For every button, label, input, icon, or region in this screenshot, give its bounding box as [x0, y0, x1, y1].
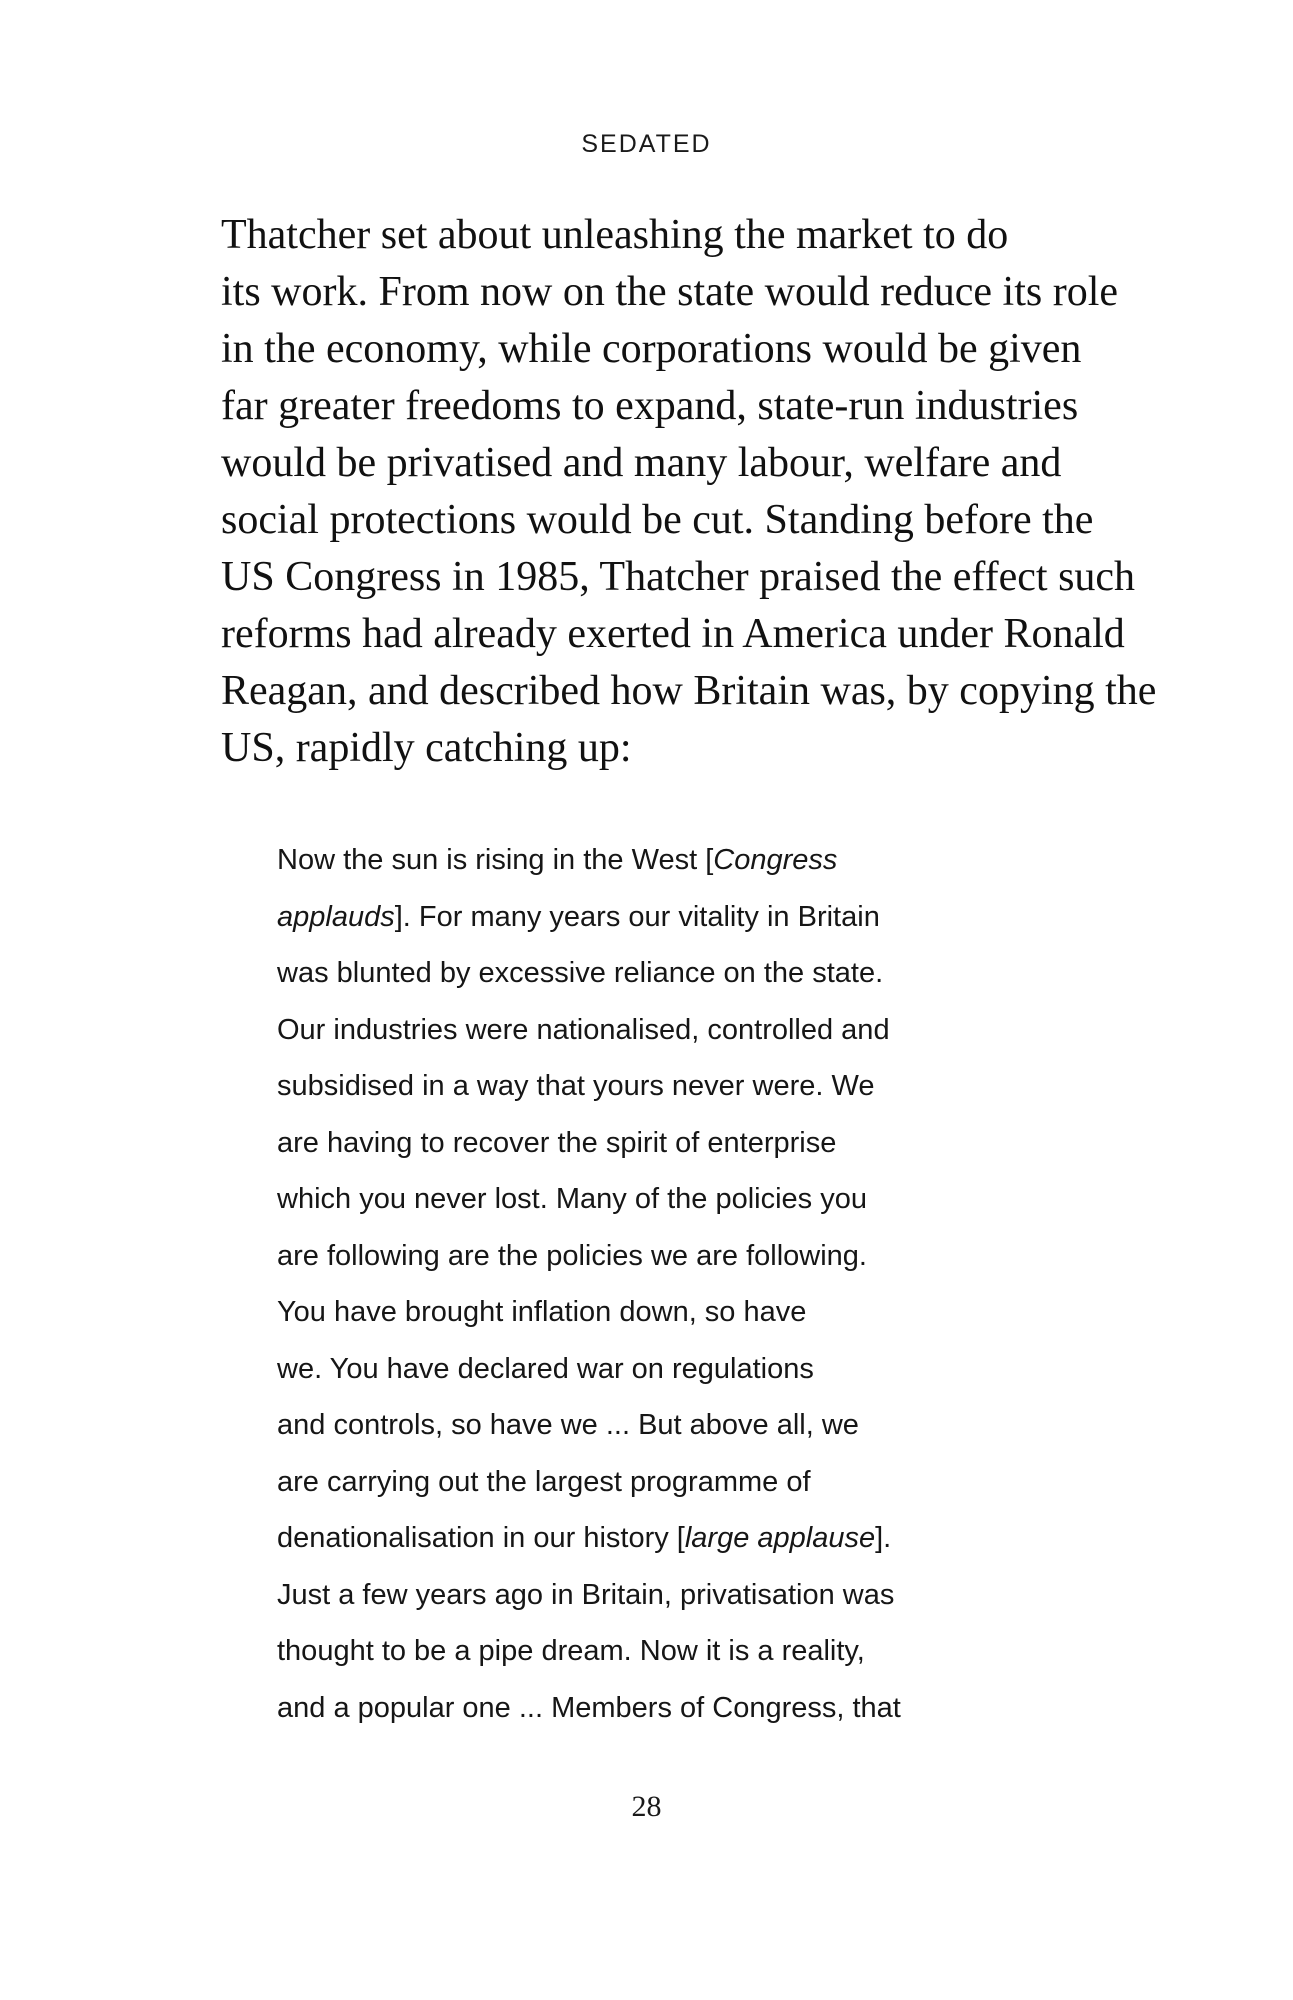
quote-text: ]. — [875, 1522, 892, 1554]
quote-line: are carrying out the largest programme of — [277, 1465, 811, 1498]
body-paragraph — [221, 207, 1157, 777]
quote-line — [277, 832, 1077, 889]
page-number: 28 — [631, 1790, 662, 1823]
quote-line: was blunted by excessive reliance on the state. — [277, 957, 884, 989]
body-line: social protections would be cut. Standing before the — [221, 497, 1094, 543]
quote-line: are having to recover the spirit of enterprise — [277, 1126, 837, 1159]
quote-line: You have brought inflation down, so have — [277, 1296, 807, 1328]
quote-line: and controls, so have we ... But above all, we — [277, 1409, 859, 1441]
body-line: in the economy, while corporations would be given — [221, 326, 1082, 372]
quote-italic: Congress — [713, 844, 838, 876]
quote-line — [277, 889, 1077, 946]
body-line: US Congress in 1985, Thatcher praised the effect such — [221, 554, 1136, 600]
body-line: US, rapidly catching up: — [221, 725, 632, 771]
body-line: reforms had already exerted in America under Ronald — [221, 611, 1125, 657]
quote-line — [277, 1510, 1077, 1567]
body-line: Reagan, and described how Britain was, by copying the — [221, 668, 1157, 714]
quote-italic: large applause — [684, 1522, 876, 1554]
quote-italic: applauds — [277, 900, 395, 933]
quote-line: thought to be a pipe dream. Now it is a reality, — [277, 1635, 865, 1667]
body-line: its work. From now on the state would reduce its role — [221, 269, 1119, 315]
quote-line: Our industries were nationalised, controlled and — [277, 1013, 890, 1046]
block-quote — [277, 832, 1077, 1736]
quote-text: denationalisation in our history [ — [277, 1522, 685, 1554]
quote-text: Now the sun is rising in the West [ — [277, 844, 714, 876]
body-line: Thatcher set about unleashing the market to do — [221, 212, 1009, 258]
quote-line: Just a few years ago in Britain, privatisation was — [277, 1578, 895, 1611]
quote-line: and a popular one ... Members of Congress, that — [277, 1691, 901, 1724]
quote-line: are following are the policies we are following. — [277, 1239, 867, 1272]
running-head: SEDATED — [581, 130, 712, 158]
body-line: far greater freedoms to expand, state-run industries — [221, 383, 1079, 429]
quote-line: which you never lost. Many of the policies you — [277, 1183, 867, 1215]
quote-text: ]. For many years our vitality in Britain — [394, 900, 880, 933]
body-line: would be privatised and many labour, welfare and — [221, 440, 1062, 486]
quote-line: subsidised in a way that yours never were. We — [277, 1070, 875, 1102]
quote-line: we. You have declared war on regulations — [277, 1352, 814, 1385]
